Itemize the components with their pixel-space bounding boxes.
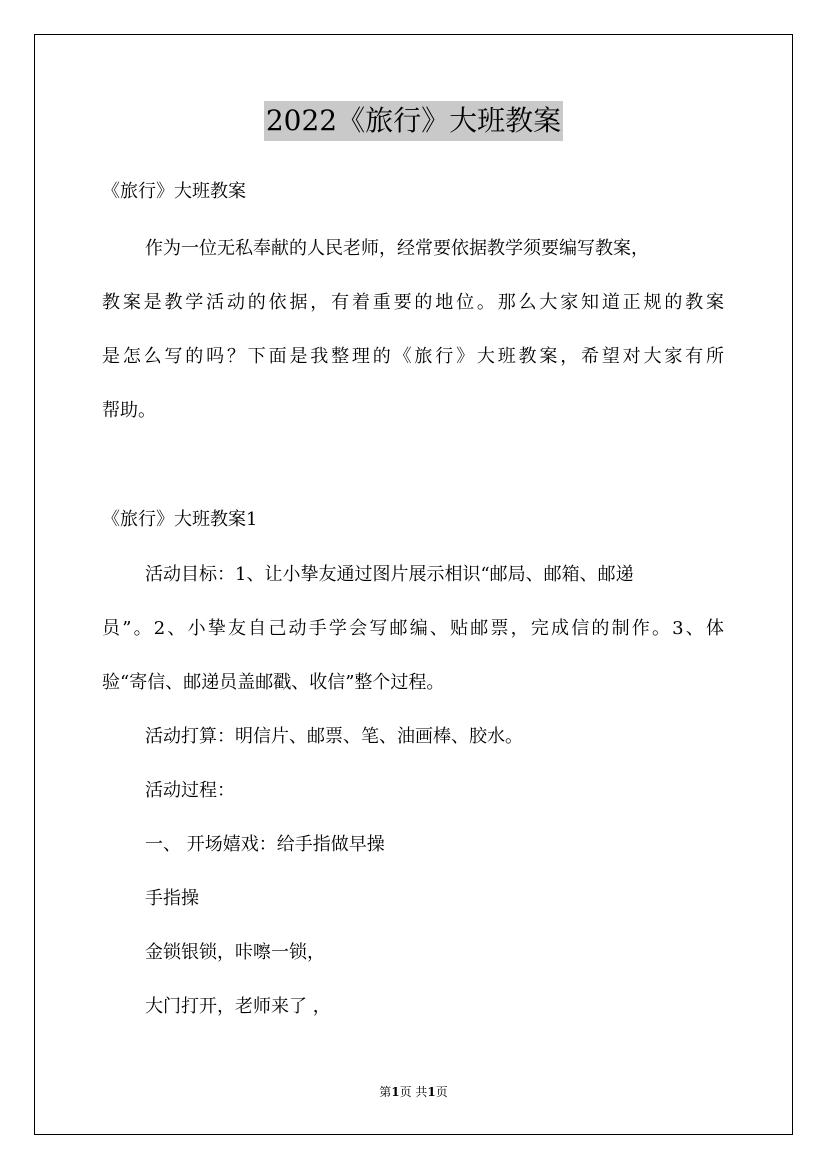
intro-line-2: 教案是教学活动的依据，有着重要的地位。那么大家知道正规的教案 xyxy=(102,292,724,313)
document-title: 2022《旅行》大班教案 xyxy=(264,101,563,141)
footer-label-pre: 第 xyxy=(379,1085,392,1099)
footer-page-total: 1 xyxy=(427,1085,436,1099)
footer-label-mid: 页 共 xyxy=(399,1085,428,1099)
goals-line-1: 活动目标：1、让小挚友通过图片展示相识“邮局、邮箱、邮递 xyxy=(145,564,634,585)
rhyme-line-1: 金锁银锁，咔嚓一锁， xyxy=(145,942,325,963)
goals-line-3: 验“寄信、邮递员盖邮戳、收信”整个过程。 xyxy=(102,672,445,693)
subtitle: 《旅行》大班教案 xyxy=(102,181,246,202)
footer-label-post: 页 xyxy=(435,1085,448,1099)
rhyme-title: 手指操 xyxy=(145,888,199,909)
step-1: 一、 开场嬉戏：给手指做早操 xyxy=(145,834,385,855)
section-heading: 《旅行》大班教案1 xyxy=(102,509,258,530)
goals-line-2: 员”。2、小挚友自己动手学会写邮编、贴邮票，完成信的制作。3、体 xyxy=(102,618,724,639)
prep-line: 活动打算：明信片、邮票、笔、油画棒、胶水。 xyxy=(145,726,523,747)
intro-line-1: 作为一位无私奉献的人民老师，经常要依据教学须要编写教案， xyxy=(145,238,649,259)
intro-line-3: 是怎么写的吗？下面是我整理的《旅行》大班教案，希望对大家有所 xyxy=(102,346,724,367)
footer-page-number: 1 xyxy=(391,1085,400,1099)
process-heading: 活动过程： xyxy=(145,780,235,801)
intro-line-4: 帮助。 xyxy=(102,400,156,421)
page-footer xyxy=(0,1084,827,1100)
title-container xyxy=(0,101,827,141)
rhyme-line-2: 大门打开，老师来了 ， xyxy=(145,996,331,1017)
